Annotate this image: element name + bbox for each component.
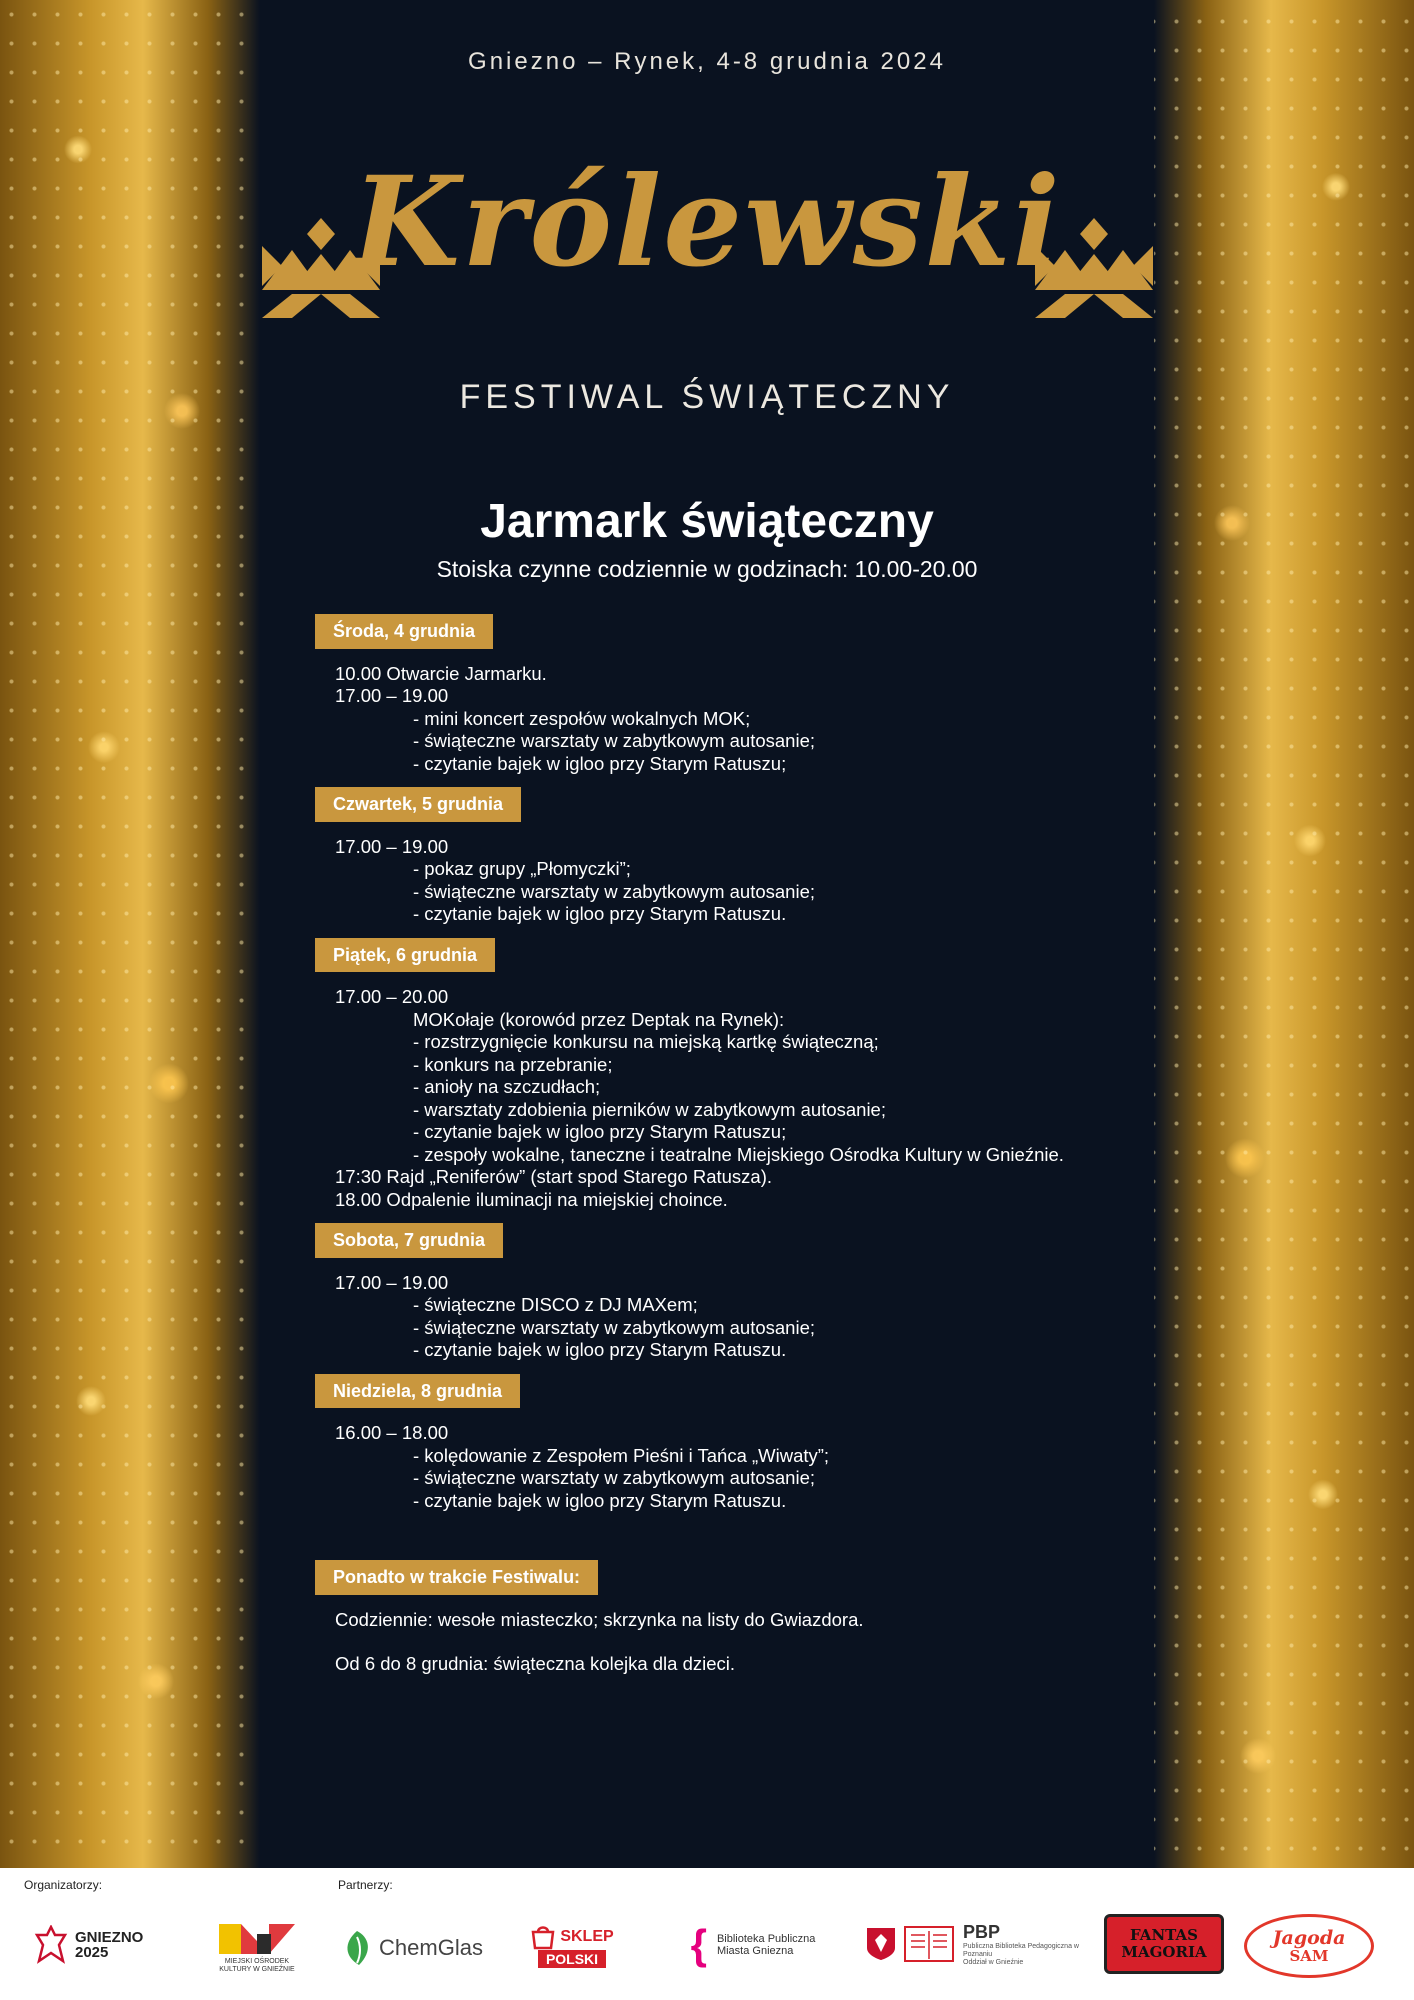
schedule-line: 17.00 – 19.00 (335, 835, 449, 857)
day-block (315, 787, 1135, 926)
day-label: Niedziela, 8 grudnia (315, 1374, 520, 1409)
day-block (315, 938, 1135, 1212)
schedule-line: - czytanie bajek w igloo przy Starym Ratuszu. (413, 1489, 787, 1511)
partners-label: Partnerzy: (338, 1878, 393, 1892)
schedule-line: 10.00 Otwarcie Jarmarku. (335, 662, 547, 684)
chemglas-leaf-icon (339, 1929, 375, 1967)
mok-logo: MIEJSKI OŚRODEK KULTURY W GNIEŹNIE (212, 1912, 302, 1982)
day-label: Sobota, 7 grudnia (315, 1223, 503, 1258)
event-location-date: Gniezno – Rynek, 4-8 grudnia 2024 (468, 48, 946, 75)
sklep-polski-logo: SKLEP POLSKI (512, 1916, 632, 1976)
schedule-line: - świąteczne warsztaty w zabytkowym autosanie; (413, 730, 816, 751)
schedule-line: - kolędowanie z Zespołem Pieśni i Tańca „Wiwaty”; (413, 1444, 830, 1466)
schedule-line: 17.00 – 20.00 (335, 986, 449, 1007)
extra-line: Od 6 do 8 grudnia: świąteczna kolejka dla dzieci. (335, 1653, 736, 1674)
schedule-line: - świąteczne warsztaty w zabytkowym autosanie; (413, 1467, 816, 1488)
day-block (315, 1374, 1135, 1513)
extra-attractions (315, 1560, 1135, 1676)
schedule-line: 17:30 Rajd „Reniferów” (start spod Starego Ratusza). (335, 1166, 773, 1187)
organizers-label: Organizatorzy: (24, 1878, 103, 1892)
biblioteka-publiczna-logo: { Biblioteka Publiczna Miasta Gniezna (690, 1921, 816, 1968)
schedule-line: - czytanie bajek w igloo przy Starym Ratuszu. (413, 1339, 787, 1360)
wielkopolska-eagle-icon (865, 1926, 897, 1962)
biblioteka-brace-icon: { (690, 1921, 707, 1968)
schedule-line: 17.00 – 19.00 (335, 685, 449, 706)
pbp-logo: PBP Publiczna Biblioteka Pedagogiczna w Poznaniu Oddział w Gnieźnie (864, 1916, 1084, 1972)
festival-subtitle: FESTIWAL ŚWIĄTECZNY (459, 378, 955, 416)
schedule-line: - mini koncert zespołów wokalnych MOK; (413, 707, 751, 729)
gniezno-crest-icon (33, 1925, 69, 1965)
jagoda-sam-logo: Jagoda SAM (1244, 1914, 1374, 1978)
day-block (315, 614, 1135, 775)
schedule-line: - czytanie bajek w igloo przy Starym Ratuszu. (413, 903, 787, 924)
schedule-line: - świąteczne warsztaty w zabytkowym autosanie; (413, 880, 816, 902)
schedule-line: - anioły na szczudłach; (413, 1076, 601, 1097)
schedule-line: 18.00 Odpalenie iluminacji na miejskiej choince. (335, 1188, 728, 1210)
market-heading: Jarmark świąteczny (480, 495, 934, 548)
festival-title: Królewski (352, 150, 1062, 295)
schedule (315, 614, 1135, 1698)
fantasmagoria-logo: FANTAS MAGORIA (1104, 1914, 1224, 1974)
schedule-line: MOKołaje (korowód przez Deptak na Rynek): (413, 1008, 785, 1030)
schedule-line: 17.00 – 19.00 (335, 1271, 449, 1293)
chemglas-logo: ChemGlas (336, 1926, 486, 1970)
extra-label: Ponadto w trakcie Festiwalu: (315, 1560, 598, 1595)
day-label: Piątek, 6 grudnia (315, 938, 495, 973)
schedule-line: - warsztaty zdobienia pierników w zabytkowym autosanie; (413, 1098, 886, 1120)
gniezno-2025-logo: GNIEZNO 2025 (24, 1920, 174, 1970)
schedule-line: 16.00 – 18.00 (335, 1422, 449, 1443)
schedule-line: - czytanie bajek w igloo przy Starym Ratuszu; (413, 1121, 787, 1142)
schedule-line: - czytanie bajek w igloo przy Starym Ratuszu; (413, 752, 787, 774)
schedule-line: - rozstrzygnięcie konkursu na miejską kartkę świąteczną; (413, 1031, 879, 1052)
schedule-line: - świąteczne DISCO z DJ MAXem; (413, 1294, 698, 1315)
day-block (315, 1223, 1135, 1362)
open-book-icon (903, 1925, 955, 1963)
market-hours: Stoiska czynne codziennie w godzinach: 10.00-20.00 (436, 556, 978, 582)
shopping-bag-icon (530, 1924, 556, 1950)
sponsors-footer (0, 1868, 1414, 2000)
day-label: Środa, 4 grudnia (315, 614, 493, 649)
schedule-line: - świąteczne warsztaty w zabytkowym autosanie; (413, 1316, 816, 1338)
schedule-line: - pokaz grupy „Płomyczki”; (413, 858, 631, 879)
mok-mark-icon (217, 1920, 297, 1956)
extra-line: Codziennie: wesołe miasteczko; skrzynka na listy do Gwiazdora. (335, 1608, 864, 1630)
day-label: Czwartek, 5 grudnia (315, 787, 521, 822)
schedule-line: - zespoły wokalne, taneczne i teatralne Miejskiego Ośrodka Kultury w Gnieźnie. (413, 1143, 1064, 1165)
schedule-line: - konkurs na przebranie; (413, 1053, 613, 1075)
